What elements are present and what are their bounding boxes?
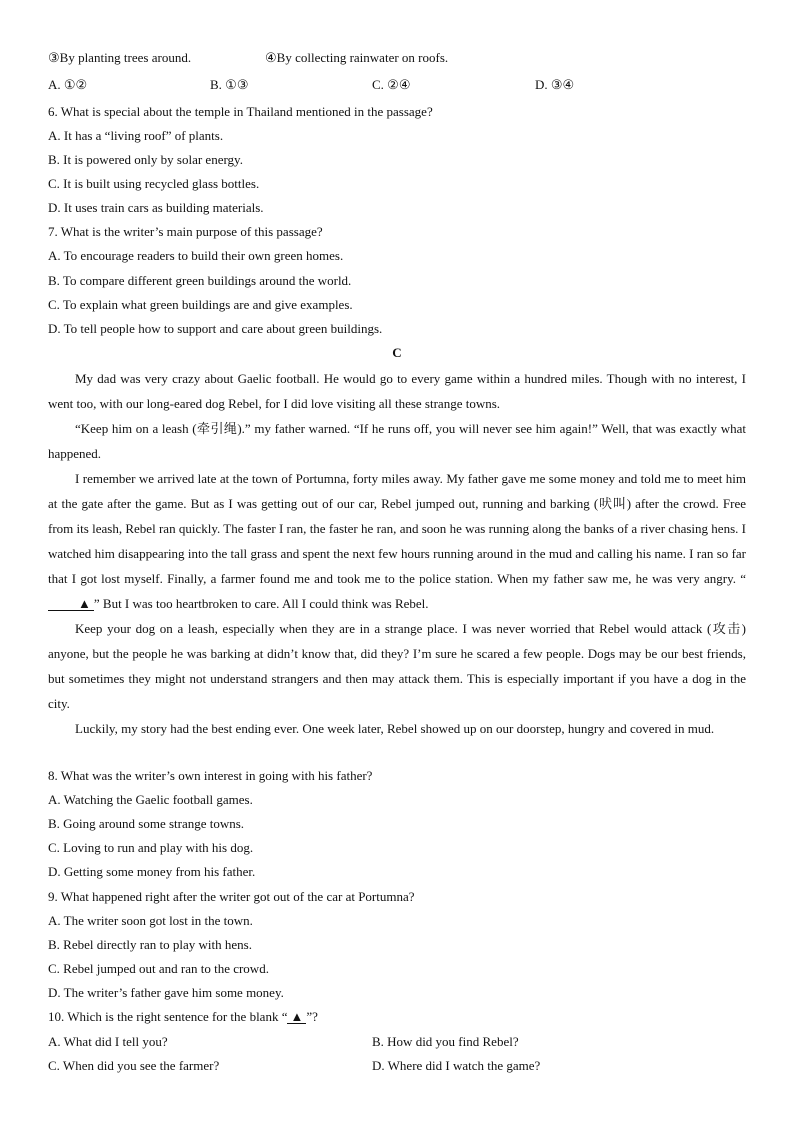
q8-option-a: A. Watching the Gaelic football games. <box>48 792 253 807</box>
q10-question-pre: 10. Which is the right sentence for the blank “ <box>48 1009 288 1024</box>
q6-option-d: D. It uses train cars as building materials. <box>48 200 264 215</box>
q10-option-d: D. Where did I watch the game? <box>372 1058 541 1073</box>
q8-option-d: D. Getting some money from his father. <box>48 864 256 879</box>
q10-question <box>48 1009 318 1025</box>
q8-option-b: B. Going around some strange towns. <box>48 816 245 831</box>
q10-option-a: A. What did I tell you? <box>48 1034 168 1049</box>
passage-paragraph-4: Keep your dog on a leash, especially when they are in a strange place. I was never worried that Rebel would attack (攻击) anyone, but the people he was barking at didn’t know that, did they? I’m sure he scared a few people. Dogs may be our best friends, but sometimes they might not understand strangers and then may attack them. This is especially important if you have a dog in the city. <box>48 621 746 711</box>
q10-options-row-1 <box>0 1034 794 1050</box>
q6-option-a: A. It has a “living roof” of plants. <box>48 128 224 143</box>
q5-option-4: ④By collecting rainwater on roofs. <box>265 50 449 65</box>
q5-choice-d: D. ③④ <box>535 77 575 92</box>
q9-option-a: A. The writer soon got lost in the town. <box>48 913 253 928</box>
q10-option-c: C. When did you see the farmer? <box>48 1058 220 1073</box>
q5-choice-a: A. ①② <box>48 77 88 92</box>
q7-option-d: D. To tell people how to support and care about green buildings. <box>48 321 383 336</box>
q5-option-3: ③By planting trees around. <box>48 50 192 65</box>
q7-option-b: B. To compare different green buildings around the world. <box>48 273 352 288</box>
q5-choices <box>0 77 794 93</box>
q5-choice-c: C. ②④ <box>372 77 411 92</box>
q9-option-d: D. The writer’s father gave him some money. <box>48 985 284 1000</box>
q7-option-c: C. To explain what green buildings are and give examples. <box>48 297 353 312</box>
passage <box>48 366 746 741</box>
q7-option-a: A. To encourage readers to build their own green homes. <box>48 248 344 263</box>
passage-paragraph-3 <box>48 466 746 616</box>
q9-option-b: B. Rebel directly ran to play with hens. <box>48 937 252 952</box>
passage-paragraph-5: Luckily, my story had the best ending ever. One week later, Rebel showed up on our doorstep, hungry and covered in mud. <box>75 721 715 736</box>
q10-question-post: ”? <box>306 1009 318 1024</box>
q5-option-row <box>0 50 794 66</box>
q6-option-b: B. It is powered only by solar energy. <box>48 152 243 167</box>
q8-option-c: C. Loving to run and play with his dog. <box>48 840 254 855</box>
passage-paragraph-3-tail: ” But I was too heartbroken to care. All I could think was Rebel. <box>93 596 429 611</box>
q5-choice-b: B. ①③ <box>210 77 249 92</box>
q9-question: 9. What happened right after the writer got out of the car at Portumna? <box>48 889 415 904</box>
section-heading: C <box>392 345 402 360</box>
q6-question: 6. What is special about the temple in Thailand mentioned in the passage? <box>48 104 433 119</box>
q7-question: 7. What is the writer’s main purpose of this passage? <box>48 224 323 239</box>
passage-paragraph-3-text: I remember we arrived late at the town of Portumna, forty miles away. My father gave me some money and told me to meet him at the gate after the game. But as I was getting out of our car, Rebel jumped out, running and barking (吠叫) after the crowd. Free from its leash, Rebel ran quickly. The faster I ran, the faster he ran, and soon he was running along the banks of a river chasing hens. I watched him disappearing into the tall grass and spent the next few hours running around in the mud and calling his name. I ran so far that I got lost myself. Finally, a farmer found me and took me to the police station. When my father saw me, he was very angry. “ <box>48 471 746 586</box>
q6-option-c: C. It is built using recycled glass bottles. <box>48 176 260 191</box>
q10-blank: ▲ <box>287 1010 306 1024</box>
q9-option-c: C. Rebel jumped out and ran to the crowd. <box>48 961 269 976</box>
passage-paragraph-1: My dad was very crazy about Gaelic football. He would go to every game within a hundred miles. Though with no interest, I went too, with our long-eared dog Rebel, for I did love visiting all these strange towns. <box>48 371 746 411</box>
passage-paragraph-2: “Keep him on a leash (牵引绳).” my father warned. “If he runs off, you will never see him again!” Well, that was exactly what happened. <box>48 421 746 461</box>
q10-option-b: B. How did you find Rebel? <box>372 1034 519 1049</box>
q8-question: 8. What was the writer’s own interest in going with his father? <box>48 768 373 783</box>
answer-blank: ▲ <box>48 597 94 611</box>
q10-options-row-2 <box>0 1058 794 1074</box>
